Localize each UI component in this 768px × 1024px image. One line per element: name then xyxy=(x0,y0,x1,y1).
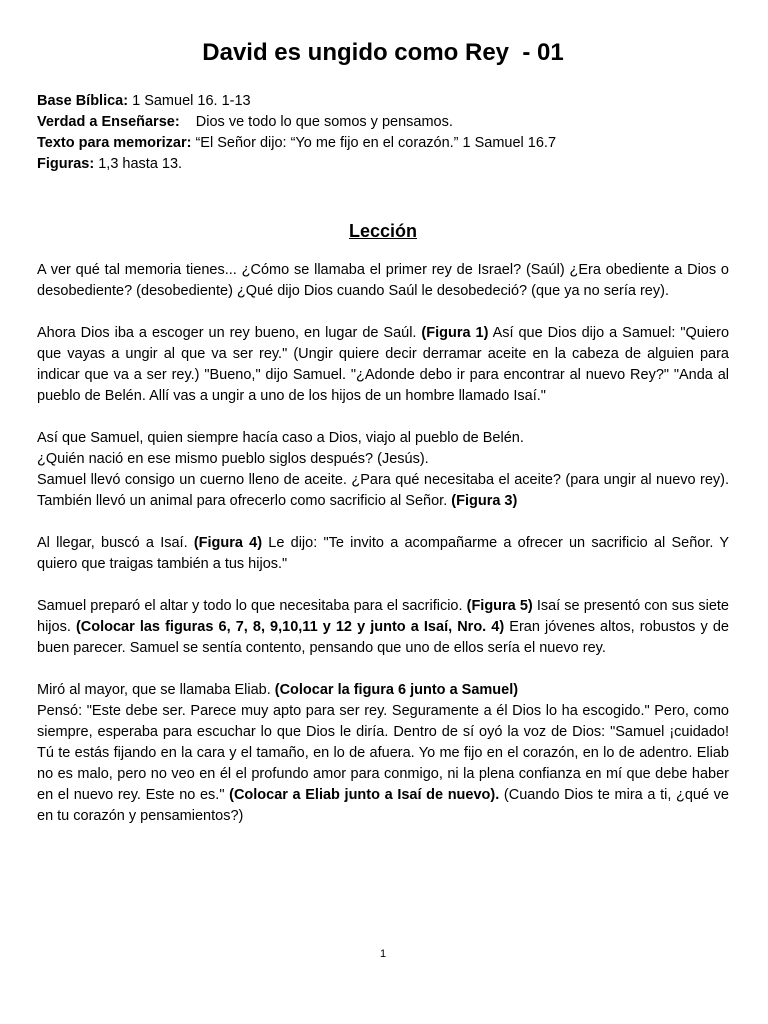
paragraph-text: A ver qué tal memoria tienes... ¿Cómo se llamaba el primer rey de Israel? (Saúl) ¿Era obediente a Dios o desobediente? (desobediente) ¿Qué dijo Dios cuando Saúl le desobedeció? (que ya no sería rey). xyxy=(37,262,729,299)
meta-value: 1 Samuel 16. 1-13 xyxy=(128,93,251,109)
meta-value: 1,3 hasta 13. xyxy=(94,156,183,172)
document-page xyxy=(37,0,729,1024)
paragraph-text: Samuel preparó el altar y todo lo que necesitaba para el sacrificio. xyxy=(37,598,467,614)
paragraph-text: Al llegar, buscó a Isaí. xyxy=(37,535,194,551)
instruction-text: (Colocar las figuras 6, 7, 8, 9,10,11 y 12 y junto a Isaí, Nro. 4) xyxy=(75,619,505,635)
paragraph-text: Miró al mayor, que se llamaba Eliab. xyxy=(37,682,275,698)
instruction-text: (Figura 5) xyxy=(466,598,533,614)
meta-value: “El Señor dijo: “Yo me fijo en el corazón.” 1 Samuel 16.7 xyxy=(191,135,557,151)
instruction-text: (Colocar la figura 6 junto a Samuel) xyxy=(274,682,519,698)
instruction-text: (Colocar a Eliab junto a Isaí de nuevo). xyxy=(229,787,500,803)
paragraph-text: ¿Quién nació en ese mismo pueblo siglos después? (Jesús). xyxy=(37,451,429,467)
lesson-paragraph xyxy=(37,323,729,407)
meta-label: Base Bíblica: xyxy=(37,93,129,109)
page-number: 1 xyxy=(379,948,387,960)
meta-verdad xyxy=(37,112,729,133)
paragraph-text: Ahora Dios iba a escoger un rey bueno, en lugar de Saúl. xyxy=(37,325,422,341)
section-heading: Lección xyxy=(348,221,418,241)
meta-label: Figuras: xyxy=(37,156,95,172)
meta-base-biblica xyxy=(37,91,729,112)
lesson-paragraph xyxy=(37,260,729,302)
paragraph-text: Isaí se presentó con sus siete hijos. xyxy=(37,598,729,635)
lesson-paragraph xyxy=(37,596,729,659)
paragraph-text: Así que Dios dijo a Samuel: "Quiero que vayas a ungir al que va ser rey." (Ungir quiere decir derramar aceite en la cabeza de alguien para indicar que va a ser rey.) "Bueno," dijo Samuel. "¿Adonde debo ir para encontrar al nuevo Rey?" "Anda al pueblo de Belén. Allí vas a ungir a uno de los hijos de un hombre llamado Isaí." xyxy=(37,325,730,404)
meta-figuras xyxy=(37,154,729,175)
instruction-text: (Figura 4) xyxy=(193,535,263,551)
instruction-text: (Figura 3) xyxy=(451,493,518,509)
lesson-paragraph xyxy=(37,533,729,575)
lesson-body xyxy=(37,260,729,848)
lesson-paragraph xyxy=(37,428,729,512)
document-title: David es ungido como Rey - 01 xyxy=(202,39,564,66)
paragraph-text: Pensó: "Este debe ser. Parece muy apto para ser rey. Seguramente a él Dios lo ha escogido." Pero, como siempre, esperaba para escuchar lo que Dios le diría. Dentro de sí oyó la voz de Dios: "Samuel ¡cuidado! Tú te estás fijando en la cara y el tamaño, en lo de afuera. Yo me fijo en el corazón, en lo de adentro. Eliab no es malo, pero no veo en él el profundo amor para conmigo, ni la plena confianza en mí que debe haber en el nuevo rey. Este no es." xyxy=(37,703,729,803)
lesson-paragraph xyxy=(37,680,729,827)
instruction-text: (Figura 1) xyxy=(421,325,489,341)
meta-label: Texto para memorizar: xyxy=(37,135,192,151)
paragraph-text: Eran jóvenes altos, robustos y de buen parecer. Samuel se sentía contento, pensando que uno de ellos sería el nuevo rey. xyxy=(37,619,729,656)
lesson-metadata xyxy=(37,91,729,175)
meta-label: Verdad a Enseñarse: xyxy=(37,114,180,130)
meta-texto-memorizar xyxy=(37,133,729,154)
paragraph-text: Así que Samuel, quien siempre hacía caso a Dios, viajo al pueblo de Belén. xyxy=(37,430,524,446)
paragraph-text: Le dijo: "Te invito a acompañarme a ofrecer un sacrificio al Señor. Y quiero que traigas también a tus hijos." xyxy=(37,535,730,572)
paragraph-text: Samuel llevó consigo un cuerno lleno de aceite. ¿Para qué necesitaba el aceite? (para ungir al nuevo rey). También llevó un animal para ofrecerlo como sacrificio al Señor. xyxy=(37,472,729,509)
meta-value: Dios ve todo lo que somos y pensamos. xyxy=(179,114,453,130)
paragraph-text: (Cuando Dios te mira a ti, ¿qué ve en tu corazón y pensamientos?) xyxy=(37,787,729,824)
